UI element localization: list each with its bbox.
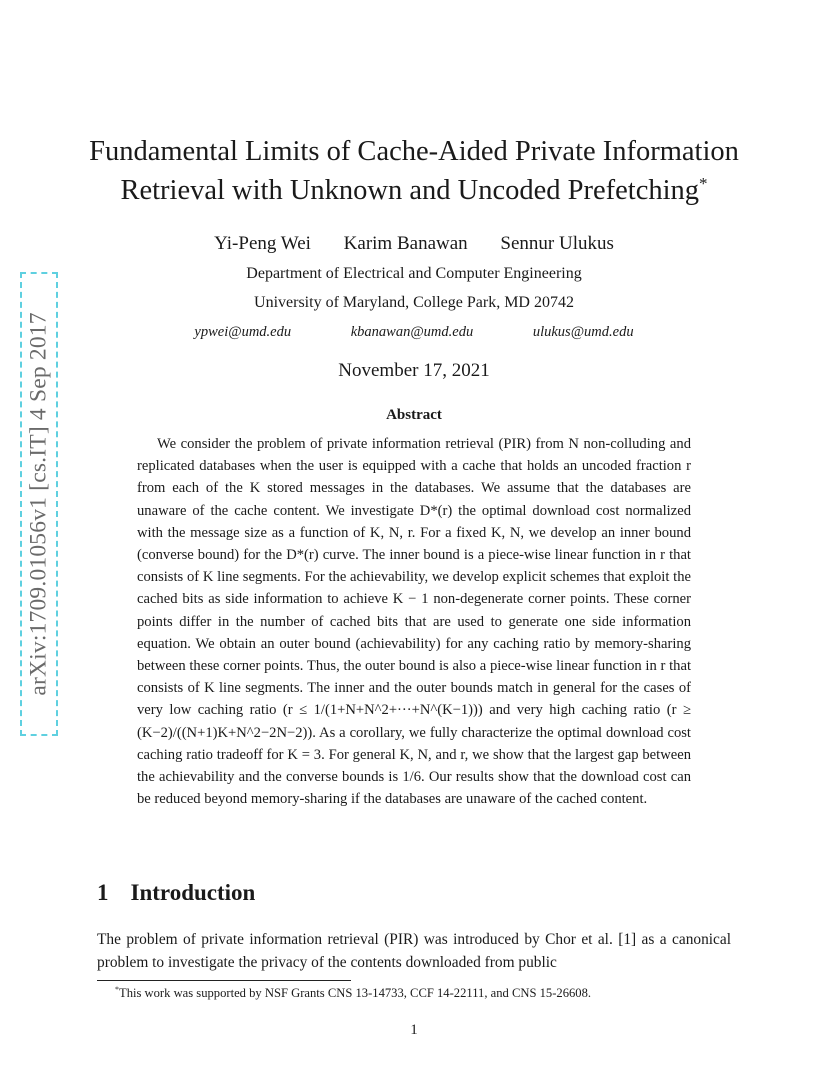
author-3: Sennur Ulukus xyxy=(500,233,614,254)
department: Department of Electrical and Computer Engineering xyxy=(246,265,582,282)
email-3: ulukus@umd.edu xyxy=(532,324,634,340)
paper-title xyxy=(80,132,748,210)
email-list xyxy=(100,324,728,341)
title-line-2 xyxy=(80,171,748,210)
footnote-rule xyxy=(97,980,351,981)
footnote-text: This work was supported by NSF Grants CNS 13-14733, CCF 14-22111, and CNS 15-26608. xyxy=(119,986,592,1001)
section-heading xyxy=(97,880,255,906)
section-number: 1 xyxy=(97,880,109,905)
arxiv-stamp: arXiv:1709.01056v1 [cs.IT] 4 Sep 2017 xyxy=(25,312,52,696)
intro-paragraph: The problem of private information retrieval (PIR) was introduced by Chor et al. [1] as a canonical problem to investigate the privacy of the contents downloaded from public xyxy=(97,931,731,971)
university: University of Maryland, College Park, MD 20742 xyxy=(254,294,574,311)
email-1: ypwei@umd.edu xyxy=(194,324,292,340)
abstract-body: We consider the problem of private information retrieval (PIR) from N non-colluding and replicated databases when the user is equipped with a cache that holds an uncoded fraction r from each of the K stored messages in the databases. We assume that the databases are unaware of the cache content. We investigate D*(r) the optimal download cost normalized with the message size as a function of K, N, r. For a fixed K, N, we develop an inner bound (converse bound) for the D*(r) curve. The inner bound is a piece-wise linear function in r that consists of K line segments. For the achievability, we develop explicit schemes that exploit the cached bits as side information to achieve K − 1 non-degenerate corner points. These corner points differ in the number of cached bits that are used to generate one side information equation. We obtain an outer bound (achievability) for any caching ratio by memory-sharing between these corner points. Thus, the outer bound is also a piece-wise linear function in r that consists of K line segments. The inner and the outer bounds match in general for the cases of very low caching ratio (r ≤ 1/(1+N+N^2+···+N^(K−1))) and very high caching ratio (r ≥ (K−2)/((N+1)K+N^2−2N−2)). As a corollary, we fully characterize the optimal download cost caching ratio tradeoff for K = 3. For general K, N, and r, we show that the largest gap between the achievability and the converse bounds is 1/6. Our results show that the download cost can be reduced beyond memory-sharing if the databases are unaware of the cached content. xyxy=(137,436,691,808)
footnote xyxy=(115,985,591,1001)
page-number: 1 xyxy=(410,1022,418,1038)
author-list xyxy=(100,233,728,255)
author-1: Yi-Peng Wei xyxy=(214,233,311,254)
section-title: Introduction xyxy=(130,880,256,905)
author-2: Karim Banawan xyxy=(343,233,468,254)
title-line-1: Fundamental Limits of Cache-Aided Private Information xyxy=(89,136,739,167)
title-line-2-text: Retrieval with Unknown and Uncoded Prefetching xyxy=(120,175,700,206)
title-footnote-mark: * xyxy=(699,174,708,193)
abstract-heading: Abstract xyxy=(386,407,442,423)
footnote-mark: * xyxy=(115,985,119,994)
paper-date: November 17, 2021 xyxy=(338,360,490,381)
email-2: kbanawan@umd.edu xyxy=(350,324,474,340)
